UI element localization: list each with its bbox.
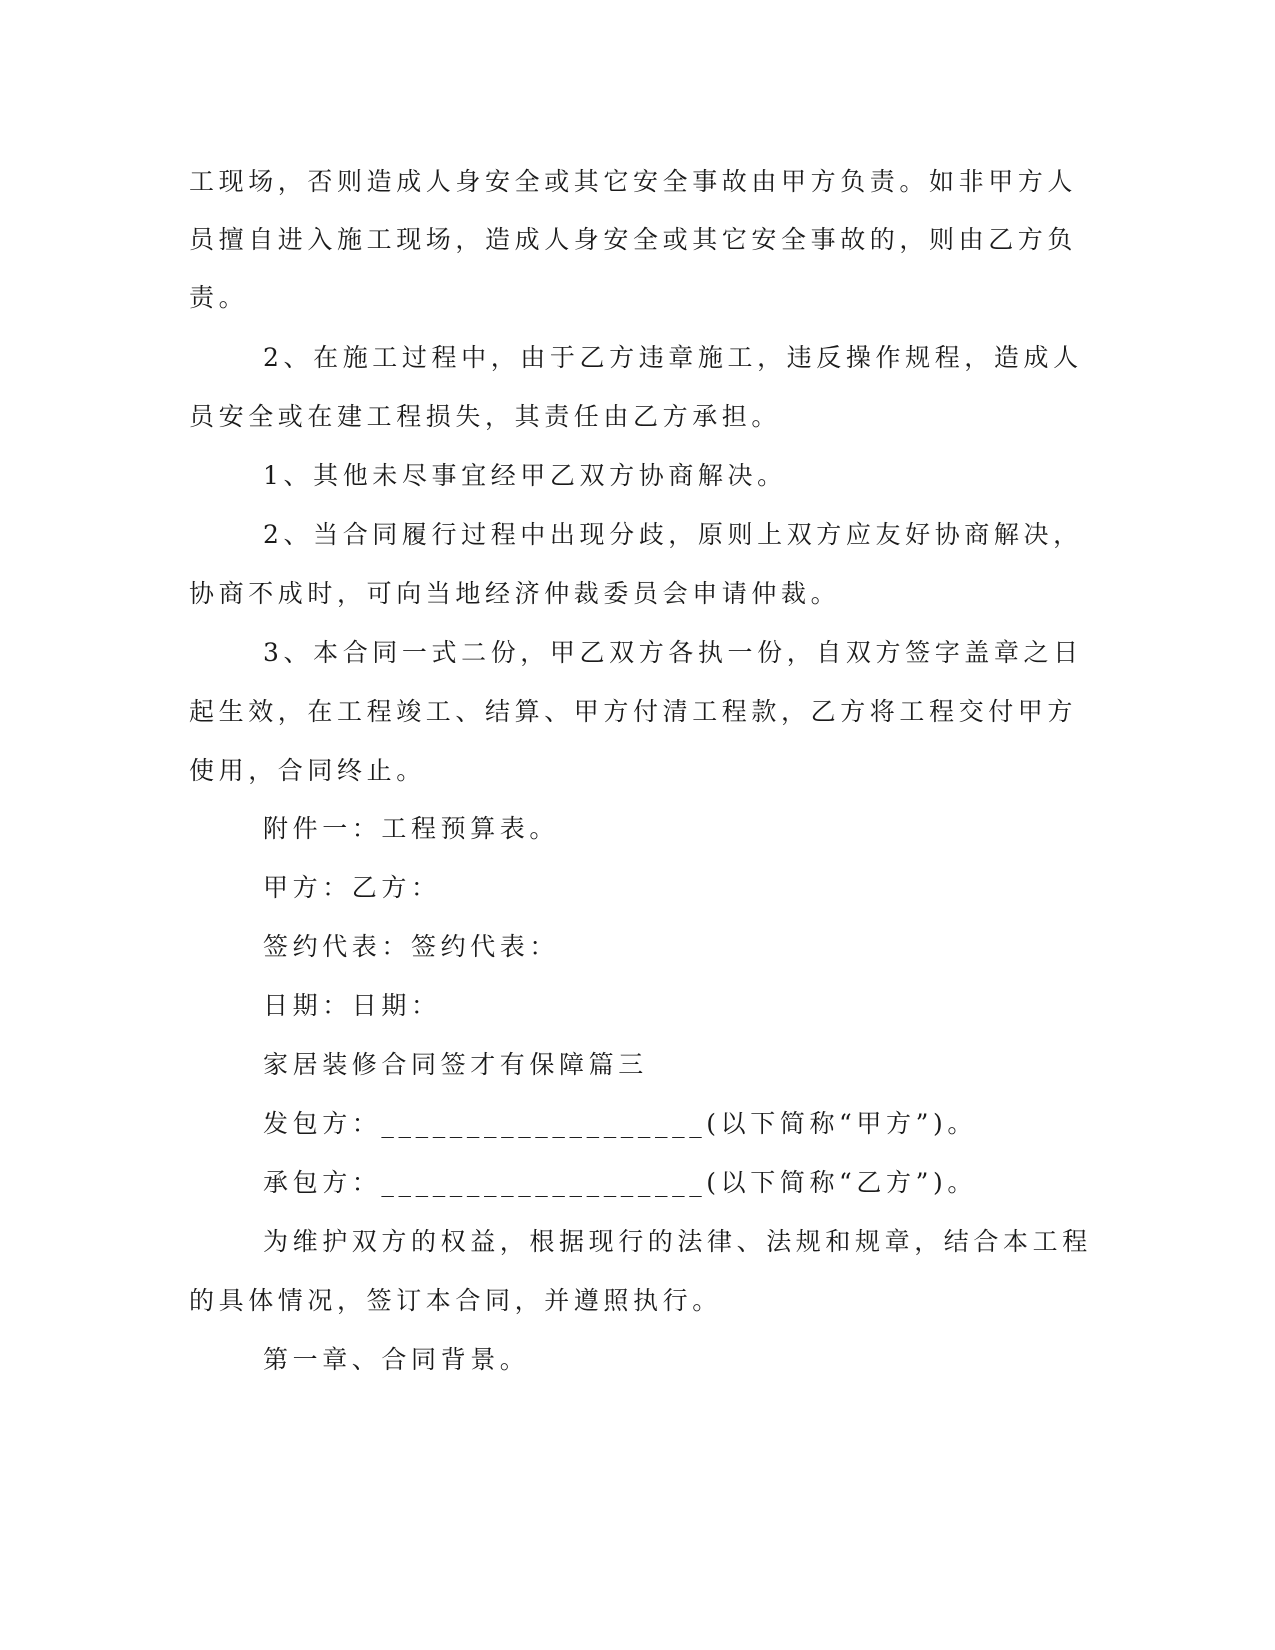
text-line: 的具体情况，签订本合同，并遵照执行。 bbox=[189, 1286, 722, 1315]
text-line: 责。 bbox=[189, 283, 249, 312]
text-line: 附件一：工程预算表。 bbox=[263, 814, 560, 843]
text-line: 承包方：___________________(以下简称“乙方”)。 bbox=[263, 1168, 977, 1197]
text-line: 2、当合同履行过程中出现分歧，原则上双方应友好协商解决， bbox=[263, 520, 1083, 549]
text-line: 员安全或在建工程损失，其责任由乙方承担。 bbox=[189, 402, 782, 431]
text-line: 员擅自进入施工现场，造成人身安全或其它安全事故的，则由乙方负 bbox=[189, 225, 1078, 254]
text-line: 1、其他未尽事宜经甲乙双方协商解决。 bbox=[263, 461, 787, 490]
text-line: 2、在施工过程中，由于乙方违章施工，违反操作规程，造成人 bbox=[263, 343, 1083, 372]
text-line: 日期：日期： bbox=[263, 991, 441, 1020]
text-line: 发包方：___________________(以下简称“甲方”)。 bbox=[263, 1109, 977, 1138]
text-line: 3、本合同一式二份，甲乙双方各执一份，自双方签字盖章之日 bbox=[263, 638, 1083, 667]
text-line: 第一章、合同背景。 bbox=[263, 1345, 530, 1374]
text-line: 为维护双方的权益，根据现行的法律、法规和规章，结合本工程 bbox=[263, 1227, 1092, 1256]
section-heading: 家居装修合同签才有保障篇三 bbox=[263, 1050, 648, 1079]
text-line: 使用，合同终止。 bbox=[189, 756, 426, 785]
text-line: 工现场，否则造成人身安全或其它安全事故由甲方负责。如非甲方人 bbox=[189, 167, 1078, 196]
text-line: 签约代表：签约代表： bbox=[263, 932, 560, 961]
text-line: 起生效，在工程竣工、结算、甲方付清工程款，乙方将工程交付甲方 bbox=[189, 697, 1078, 726]
text-line: 协商不成时，可向当地经济仲裁委员会申请仲裁。 bbox=[189, 579, 841, 608]
text-line: 甲方：乙方： bbox=[263, 873, 441, 902]
